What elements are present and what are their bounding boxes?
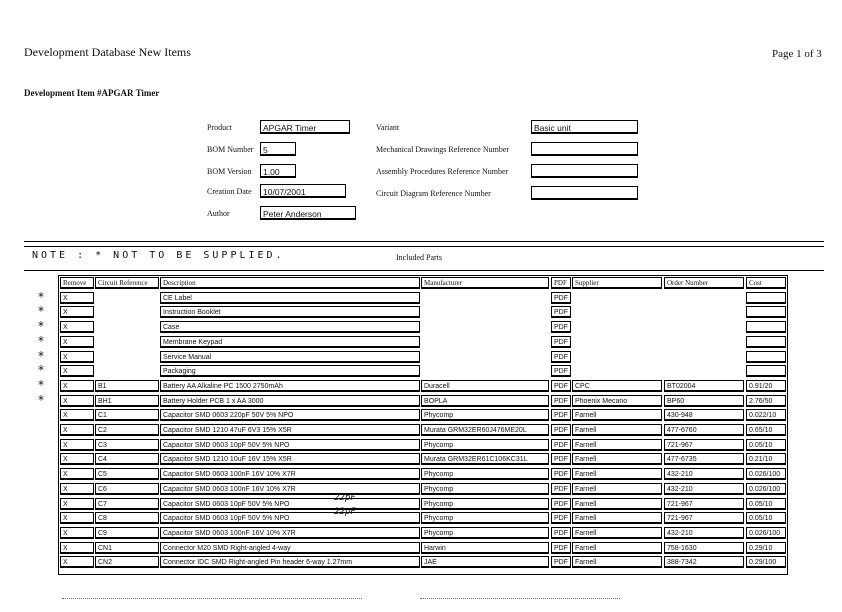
mechanical-drawings-label: Mechanical Drawings Reference Number [376, 145, 510, 154]
cell-pdf[interactable]: PDF [551, 292, 571, 304]
cell-remove[interactable]: X [60, 336, 94, 348]
cell-supplier: Farnell [572, 512, 662, 524]
handwritten-asterisk: * [38, 392, 44, 407]
cell-mfr: Phycomp [421, 527, 549, 539]
cell-mfr: Murata GRM32ER61C106KC31L [421, 453, 549, 465]
cell-supplier: Farnell [572, 483, 662, 495]
cell-desc: Capacitor SMD 0603 10pF 50V 5% NPO [160, 439, 420, 451]
cell-desc: Capacitor SMD 1210 47uF 6V3 15% X5R [160, 424, 420, 436]
cell-desc: Capacitor SMD 0603 10pF 50V 5% NPO [160, 498, 420, 510]
cell-cost: 0.026/100 [746, 483, 786, 495]
cell-supplier: Farnell [572, 424, 662, 436]
cell-pdf[interactable]: PDF [551, 468, 571, 480]
handwritten-asterisk: * [38, 363, 44, 378]
cell-desc: Connector M20 SMD Right-angled 4-way [160, 542, 420, 554]
cell-remove[interactable]: X [60, 483, 94, 495]
handwritten-asterisk: * [38, 304, 44, 319]
column-header-desc: Description [160, 277, 420, 289]
cell-supplier: Farnell [572, 527, 662, 539]
cell-pdf[interactable]: PDF [551, 380, 571, 392]
column-header-pdf: PDF [551, 277, 571, 289]
cell-remove[interactable]: X [60, 512, 94, 524]
cell-order: 432-210 [664, 468, 744, 480]
cell-remove[interactable]: X [60, 542, 94, 554]
bom-version-label: BOM Version [207, 167, 252, 176]
cell-pdf[interactable]: PDF [551, 321, 571, 333]
cell-ref: C4 [95, 453, 159, 465]
cell-ref: C9 [95, 527, 159, 539]
cell-order: 721-967 [664, 512, 744, 524]
handwritten-asterisk: * [38, 348, 44, 363]
cell-remove[interactable]: X [60, 292, 94, 304]
cell-desc: Connector IDC SMD Right-angled Pin header 6-way 1.27mm [160, 556, 420, 568]
cell-remove[interactable]: X [60, 527, 94, 539]
included-parts-label: Included Parts [396, 253, 442, 262]
cell-desc: Capacitor SMD 0603 10pF 50V 5% NPO [160, 512, 420, 524]
cell-cost [746, 365, 786, 377]
cell-cost [746, 306, 786, 318]
cell-desc: Case [160, 321, 420, 333]
cell-pdf[interactable]: PDF [551, 439, 571, 451]
handwritten-value-note: 22pF [334, 507, 356, 518]
handwritten-asterisk: * [38, 377, 44, 392]
cell-remove[interactable]: X [60, 380, 94, 392]
cell-remove[interactable]: X [60, 498, 94, 510]
cell-remove[interactable]: X [60, 453, 94, 465]
cell-order: 430-948 [664, 409, 744, 421]
cell-remove[interactable]: X [60, 409, 94, 421]
cell-desc: Battery Holder PCB 1 x AA 3000 [160, 395, 420, 407]
cell-cost: 0.29/100 [746, 556, 786, 568]
cell-ref: C6 [95, 483, 159, 495]
cell-pdf[interactable]: PDF [551, 306, 571, 318]
cell-mfr: Phycomp [421, 439, 549, 451]
cell-ref: C3 [95, 439, 159, 451]
cell-order: 432-210 [664, 527, 744, 539]
creation-date-field[interactable]: 10/07/2001 [260, 184, 346, 198]
cell-ref: C2 [95, 424, 159, 436]
separator-line [24, 241, 824, 242]
cell-cost: 0.05/10 [746, 439, 786, 451]
assembly-procedures-label: Assembly Procedures Reference Number [376, 167, 509, 176]
column-header-ref: Circuit Reference [95, 277, 159, 289]
cell-mfr: Duracell [421, 380, 549, 392]
cell-remove[interactable]: X [60, 556, 94, 568]
cell-ref: C1 [95, 409, 159, 421]
cell-supplier: Farnell [572, 439, 662, 451]
cell-remove[interactable]: X [60, 439, 94, 451]
column-header-supplier: Supplier [572, 277, 662, 289]
cell-desc: Capacitor SMD 0603 220pF 50V 5% NPO [160, 409, 420, 421]
product-label: Product [207, 123, 232, 132]
cell-pdf[interactable]: PDF [551, 527, 571, 539]
scan-scribble [62, 598, 362, 599]
cell-supplier: Farnell [572, 453, 662, 465]
cell-remove[interactable]: X [60, 321, 94, 333]
circuit-diagram-field[interactable] [531, 186, 638, 200]
cell-order: 477-6760 [664, 424, 744, 436]
cell-supplier: Farnell [572, 409, 662, 421]
cell-remove[interactable]: X [60, 424, 94, 436]
cell-ref: CN1 [95, 542, 159, 554]
product-field[interactable]: APGAR Timer [260, 120, 350, 134]
cell-mfr: JAE [421, 556, 549, 568]
cell-pdf[interactable]: PDF [551, 483, 571, 495]
cell-pdf[interactable]: PDF [551, 409, 571, 421]
circuit-diagram-label: Circuit Diagram Reference Number [376, 189, 491, 198]
cell-desc: Capacitor SMD 0603 100nF 16V 10% X7R [160, 527, 420, 539]
cell-order: 758-1630 [664, 542, 744, 554]
cell-remove[interactable]: X [60, 365, 94, 377]
cell-desc: CE Label [160, 292, 420, 304]
creation-date-label: Creation Date [207, 187, 252, 196]
cell-cost [746, 336, 786, 348]
bom-number-field[interactable]: 5 [260, 142, 296, 156]
cell-cost: 2.76/50 [746, 395, 786, 407]
cell-remove[interactable]: X [60, 351, 94, 363]
cell-desc: Battery AA Alkaline PC 1500 2750mAh [160, 380, 420, 392]
cell-order: BP60 [664, 395, 744, 407]
column-header-remove: Remove [60, 277, 94, 289]
variant-field[interactable]: Basic unit [531, 120, 638, 134]
cell-order: 388-7342 [664, 556, 744, 568]
cell-cost [746, 351, 786, 363]
author-label: Author [207, 209, 230, 218]
cell-pdf[interactable]: PDF [551, 556, 571, 568]
cell-mfr: Phycomp [421, 483, 549, 495]
cell-desc: Instruction Booklet [160, 306, 420, 318]
cell-pdf[interactable]: PDF [551, 498, 571, 510]
cell-cost: 0.05/10 [746, 498, 786, 510]
handwritten-value-note: 22pF [334, 492, 356, 503]
cell-cost [746, 321, 786, 333]
cell-pdf[interactable]: PDF [551, 542, 571, 554]
cell-pdf[interactable]: PDF [551, 351, 571, 363]
cell-mfr: Phycomp [421, 512, 549, 524]
cell-mfr: Phycomp [421, 468, 549, 480]
handwritten-asterisk: * [38, 289, 44, 304]
cell-cost: 0.21/10 [746, 453, 786, 465]
author-field[interactable]: Peter Anderson [260, 206, 356, 220]
column-header-mfr: Manufacturer [421, 277, 549, 289]
table-top-line [24, 270, 824, 271]
cell-cost: 0.29/10 [746, 542, 786, 554]
assembly-procedures-field[interactable] [531, 164, 638, 178]
cell-supplier: Farnell [572, 468, 662, 480]
cell-pdf[interactable]: PDF [551, 395, 571, 407]
cell-order: 721-967 [664, 498, 744, 510]
handwritten-asterisk: * [38, 333, 44, 348]
cell-mfr: BOPLA [421, 395, 549, 407]
cell-supplier: CPC [572, 380, 662, 392]
cell-mfr: Harwin [421, 542, 549, 554]
cell-supplier: Farnell [572, 556, 662, 568]
cell-cost: 0.65/10 [746, 424, 786, 436]
cell-desc: Packaging [160, 365, 420, 377]
cell-cost: 0.026/100 [746, 468, 786, 480]
column-header-order: Order Number [664, 277, 744, 289]
cell-cost: 0.05/10 [746, 512, 786, 524]
cell-pdf[interactable]: PDF [551, 512, 571, 524]
column-header-cost: Cost [746, 277, 786, 289]
cell-ref: CN2 [95, 556, 159, 568]
cell-order: 477-6735 [664, 453, 744, 465]
page-number: Page 1 of 3 [772, 48, 822, 60]
handwritten-note: NOTE : * NOT TO BE SUPPLIED. [32, 250, 285, 261]
cell-ref: C5 [95, 468, 159, 480]
bom-version-field[interactable]: 1.00 [260, 164, 296, 178]
cell-ref: B1 [95, 380, 159, 392]
bom-number-label: BOM Number [207, 145, 254, 154]
cell-supplier: Farnell [572, 542, 662, 554]
cell-ref: C7 [95, 498, 159, 510]
handwritten-asterisk: * [38, 319, 44, 334]
cell-mfr: Phycomp [421, 409, 549, 421]
cell-pdf[interactable]: PDF [551, 336, 571, 348]
cell-pdf[interactable]: PDF [551, 365, 571, 377]
cell-remove[interactable]: X [60, 395, 94, 407]
cell-cost: 0.026/100 [746, 527, 786, 539]
mechanical-drawings-field[interactable] [531, 142, 638, 156]
cell-desc: Capacitor SMD 0603 100nF 16V 10% X7R [160, 468, 420, 480]
cell-pdf[interactable]: PDF [551, 453, 571, 465]
separator-line-2 [24, 246, 824, 247]
cell-mfr: Phycomp [421, 498, 549, 510]
cell-remove[interactable]: X [60, 306, 94, 318]
cell-cost [746, 292, 786, 304]
cell-ref: BH1 [95, 395, 159, 407]
cell-desc: Membrane Keypad [160, 336, 420, 348]
cell-order: 721-967 [664, 439, 744, 451]
cell-desc: Capacitor SMD 0603 100nF 16V 10% X7R [160, 483, 420, 495]
document-title: Development Database New Items [24, 45, 191, 59]
cell-cost: 0.91/20 [746, 380, 786, 392]
cell-order: 432-210 [664, 483, 744, 495]
cell-cost: 0.022/10 [746, 409, 786, 421]
scan-scribble-2 [420, 598, 620, 599]
cell-desc: Service Manual [160, 351, 420, 363]
variant-label: Variant [376, 123, 400, 132]
cell-pdf[interactable]: PDF [551, 424, 571, 436]
cell-desc: Capacitor SMD 1210 10uF 16V 15% X5R [160, 453, 420, 465]
cell-supplier: Phoenix Mecano [572, 395, 662, 407]
cell-remove[interactable]: X [60, 468, 94, 480]
cell-ref: C8 [95, 512, 159, 524]
cell-mfr: Murata GRM32ER60J476ME20L [421, 424, 549, 436]
cell-supplier: Farnell [572, 498, 662, 510]
development-item-title: Development Item #APGAR Timer [24, 88, 160, 98]
cell-order: BT02004 [664, 380, 744, 392]
